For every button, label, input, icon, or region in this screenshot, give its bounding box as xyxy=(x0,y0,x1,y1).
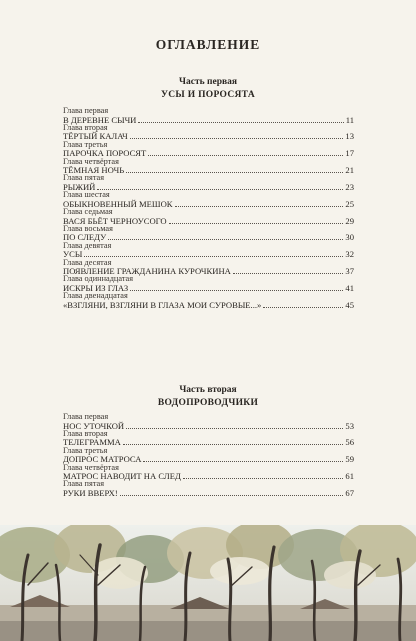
toc-entry[interactable] xyxy=(63,141,354,158)
chapter-label: Глава девятая xyxy=(63,240,112,250)
toc-entry[interactable] xyxy=(63,292,354,309)
dot-leader xyxy=(123,443,344,445)
chapter-label: Глава первая xyxy=(63,412,109,421)
chapter-title: ТЁМНАЯ НОЧЬ xyxy=(63,165,125,176)
chapter-label: Глава десятая xyxy=(63,257,112,267)
dot-leader xyxy=(97,188,343,190)
chapter-label: Глава восьмая xyxy=(63,223,113,233)
chapter-label: Глава первая xyxy=(63,106,109,115)
chapter-label: Глава пятая xyxy=(63,173,105,183)
chapter-label: Глава вторая xyxy=(63,122,108,132)
part-2-label: Часть вторая xyxy=(179,385,237,395)
dot-leader xyxy=(148,154,343,156)
toc-entry[interactable] xyxy=(63,447,354,464)
chapter-title: РЫЖИЙ xyxy=(63,181,96,192)
chapter-label: Глава третья xyxy=(63,139,108,149)
chapter-title: ТЁРТЫЙ КАЛАЧ xyxy=(63,131,128,142)
chapter-label: Глава четвёртая xyxy=(63,156,119,166)
chapter-label: Глава одиннадцатая xyxy=(63,274,134,284)
chapter-title: ДОПРОС МАТРОСА xyxy=(63,454,142,465)
chapter-label: Глава седьмая xyxy=(63,207,113,217)
chapter-title: НОС УТОЧКОЙ xyxy=(63,420,125,431)
dot-leader xyxy=(169,222,344,224)
dot-leader xyxy=(84,255,343,257)
toc-entry[interactable] xyxy=(63,225,354,242)
dot-leader xyxy=(130,137,344,139)
chapter-page-number: 25 xyxy=(345,198,354,209)
toc-entry[interactable] xyxy=(63,191,354,208)
chapter-label: Глава вторая xyxy=(63,428,108,438)
chapter-page-number: 41 xyxy=(345,282,354,293)
dot-leader xyxy=(138,121,343,123)
chapter-page-number: 21 xyxy=(345,165,354,176)
dot-leader xyxy=(233,272,344,274)
chapter-page-number: 17 xyxy=(345,148,354,159)
part-2-chapter-list xyxy=(63,413,354,497)
chapter-page-number: 37 xyxy=(345,266,354,277)
chapter-page-number: 11 xyxy=(345,114,354,125)
toc-entry[interactable] xyxy=(63,107,354,124)
chapter-label: Глава пятая xyxy=(63,479,105,489)
chapter-title: В ДЕРЕВНЕ СЫЧИ xyxy=(63,114,137,125)
toc-entry[interactable] xyxy=(63,259,354,276)
chapter-title: «ВЗГЛЯНИ, ВЗГЛЯНИ В ГЛАЗА МОИ СУРОВЫЕ...» xyxy=(63,299,262,310)
toc-entry[interactable] xyxy=(63,242,354,259)
toc-entry[interactable] xyxy=(63,158,354,175)
chapter-title: МАТРОС НАВОДИТ НА СЛЕД xyxy=(63,471,181,482)
chapter-title: ВАСЯ БЬЁТ ЧЕРНОУСОГО xyxy=(63,215,167,226)
dot-leader xyxy=(183,477,344,479)
chapter-page-number: 45 xyxy=(345,299,354,310)
toc-title: ОГЛАВЛЕНИЕ xyxy=(155,37,261,52)
chapter-title: ПОЯВЛЕНИЕ ГРАЖДАНИНА КУРОЧКИНА xyxy=(63,266,231,277)
chapter-page-number: 23 xyxy=(345,181,354,192)
toc-entry[interactable] xyxy=(63,208,354,225)
toc-entry[interactable] xyxy=(63,275,354,292)
dot-leader xyxy=(126,427,343,429)
part-1-label: Часть первая xyxy=(179,77,237,87)
chapter-page-number: 59 xyxy=(345,454,354,465)
village-trees-illustration xyxy=(0,525,416,641)
dot-leader xyxy=(175,205,344,207)
chapter-page-number: 13 xyxy=(345,131,354,142)
chapter-label: Глава двенадцатая xyxy=(63,291,128,301)
chapter-page-number: 32 xyxy=(345,249,354,260)
chapter-title: ИСКРЫ ИЗ ГЛАЗ xyxy=(63,282,129,293)
chapter-title: УСЫ xyxy=(63,249,83,260)
chapter-label: Глава четвёртая xyxy=(63,462,119,472)
part-2-title: ВОДОПРОВОДЧИКИ xyxy=(157,398,259,408)
toc-entry[interactable] xyxy=(63,413,354,430)
toc-entry[interactable] xyxy=(63,430,354,447)
chapter-title: РУКИ ВВЕРХ! xyxy=(63,487,118,498)
dot-leader xyxy=(263,306,343,308)
toc-entry[interactable] xyxy=(63,464,354,481)
chapter-title: ПО СЛЕДУ xyxy=(63,232,107,243)
chapter-page-number: 61 xyxy=(345,471,354,482)
dot-leader xyxy=(120,494,344,496)
dot-leader xyxy=(126,171,343,173)
toc-entry[interactable] xyxy=(63,174,354,191)
chapter-page-number: 30 xyxy=(345,232,354,243)
dot-leader xyxy=(130,289,343,291)
chapter-page-number: 29 xyxy=(345,215,354,226)
chapter-label: Глава третья xyxy=(63,445,108,455)
chapter-title: ПАРОЧКА ПОРОСЯТ xyxy=(63,148,147,159)
chapter-title: ОБЫКНОВЕННЫЙ МЕШОК xyxy=(63,198,173,209)
chapter-title: ТЕЛЕГРАММА xyxy=(63,437,121,448)
chapter-page-number: 53 xyxy=(345,420,354,431)
part-1-chapter-list xyxy=(63,107,354,309)
toc-entry[interactable] xyxy=(63,124,354,141)
part-1-title: УСЫ И ПОРОСЯТА xyxy=(161,90,255,100)
chapter-page-number: 56 xyxy=(345,437,354,448)
chapter-page-number: 67 xyxy=(345,487,354,498)
dot-leader xyxy=(143,460,343,462)
chapter-label: Глава шестая xyxy=(63,190,110,200)
dot-leader xyxy=(108,238,343,240)
toc-entry[interactable] xyxy=(63,480,354,497)
